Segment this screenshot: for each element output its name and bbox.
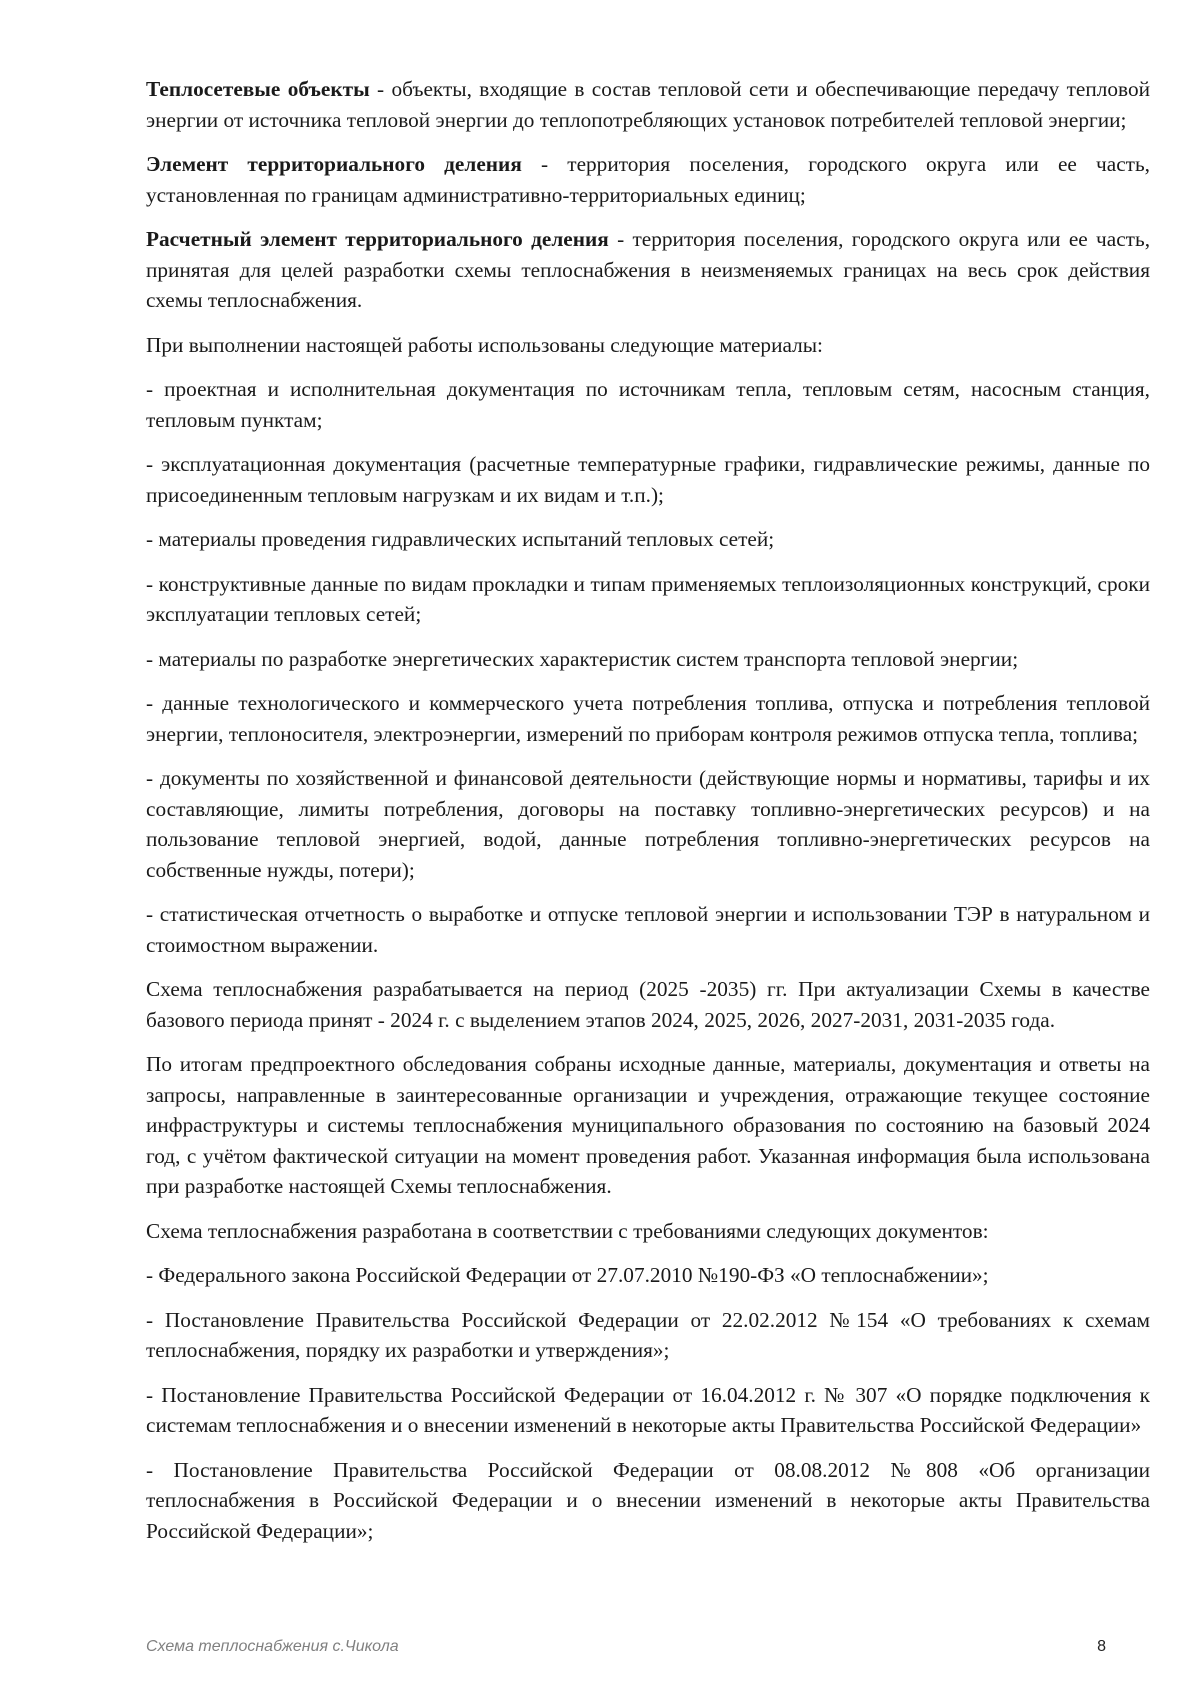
materials-list-item: - данные технологического и коммерческого учета потребления топлива, отпуска и потребления тепловой энергии, теплоносителя, электроэнергии, измерений по приборам контроля режимов отпуска тепла, топлива; xyxy=(146,691,1150,746)
page-number: 8 xyxy=(1097,1638,1106,1655)
documents-list-item: - Федерального закона Российской Федерации от 27.07.2010 №190-ФЗ «О теплоснабжении»; xyxy=(146,1263,989,1287)
definition-text: - территория поселения, городского округа или ее часть, установленная по границам административно-территориальных единиц; xyxy=(146,152,1150,207)
materials-list-item: - эксплуатационная документация (расчетные температурные графики, гидравлические режимы, данные по присоединенным тепловым нагрузкам и их видам и т.п.); xyxy=(146,452,1150,507)
documents-list-item: - Постановление Правительства Российской Федерации от 22.02.2012 №154 «О требованиях к схемам теплоснабжения, порядку их разработки и утверждения»; xyxy=(146,1307,1150,1362)
materials-list-item: - проектная и исполнительная документация по источникам тепла, тепловым сетям, насосным станция, тепловым пунктам; xyxy=(146,377,1150,432)
documents-intro: Схема теплоснабжения разработана в соответствии с требованиями следующих документов: xyxy=(146,1218,989,1243)
definition-term: Расчетный элемент территориального деления xyxy=(146,227,609,251)
documents-list-item: - Постановление Правительства Российской Федерации от 08.08.2012 №808 «Об организации теплоснабжения в Российской Федерации и о внесении изменений в некоторые акты Правительства Российской Федерации»; xyxy=(146,1457,1150,1543)
definition-text: - территория поселения, городского округа или ее часть, принятая для целей разработки схемы теплоснабжения в неизменяемых границах на весь срок действия схемы теплоснабжения. xyxy=(146,227,1151,312)
footer-title: Схема теплоснабжения с.Чикола xyxy=(146,1638,399,1655)
survey-paragraph: По итогам предпроектного обследования собраны исходные данные, материалы, документация и ответы на запросы, направленные в заинтересованные организации и учреждения, отражающие текущее состояние инфраструктуры и системы теплоснабжения муниципального образования по состоянию на базовый 2024 год, с учётом фактической ситуации на момент проведения работ. Указанная информация была использована при разработке настоящей Схемы теплоснабжения. xyxy=(146,1052,1150,1198)
definition-paragraph xyxy=(146,149,1150,210)
definition-term: Элемент территориального деления xyxy=(146,152,522,176)
definition-paragraph xyxy=(146,74,1150,135)
materials-list-item: - документы по хозяйственной и финансовой деятельности (действующие нормы и нормативы, тарифы и их составляющие, лимиты потребления, договоры на поставку топливно-энергетических ресурсов) и на пользование тепловой энергией, водой, данные потребления топливно-энергетических ресурсов на собственные нужды, потери); xyxy=(146,766,1150,882)
page-body xyxy=(146,74,1150,1560)
materials-list-item: - материалы по разработке энергетических характеристик систем транспорта тепловой энергии; xyxy=(146,646,1019,671)
materials-list-item: - статистическая отчетность о выработке и отпуске тепловой энергии и использовании ТЭР в натуральном и стоимостном выражении. xyxy=(146,902,1150,957)
documents-list-item: - Постановление Правительства Российской Федерации от 16.04.2012 г. № 307 «О порядке подключения к системам теплоснабжения и о внесении изменений в некоторые акты Правительства Российской Федерации» xyxy=(146,1382,1150,1437)
period-paragraph: Схема теплоснабжения разрабатывается на период (2025 -2035) гг. При актуализации Схемы в качестве базового периода принят - 2024 г. с выделением этапов 2024, 2025, 2026, 2027-2031, 2031-2035 года. xyxy=(146,977,1150,1032)
definition-term: Теплосетевые объекты xyxy=(146,77,370,101)
materials-list-item: - конструктивные данные по видам прокладки и типам применяемых теплоизоляционных конструкций, сроки эксплуатации тепловых сетей; xyxy=(146,571,1150,626)
materials-intro: При выполнении настоящей работы использованы следующие материалы: xyxy=(146,332,823,357)
definition-text: - объекты, входящие в состав тепловой сети и обеспечивающие передачу тепловой энергии от источника тепловой энергии до теплопотребляющих установок потребителей тепловой энергии; xyxy=(146,77,1150,132)
materials-list-item: - материалы проведения гидравлических испытаний тепловых сетей; xyxy=(146,527,775,551)
definition-paragraph xyxy=(146,224,1150,316)
